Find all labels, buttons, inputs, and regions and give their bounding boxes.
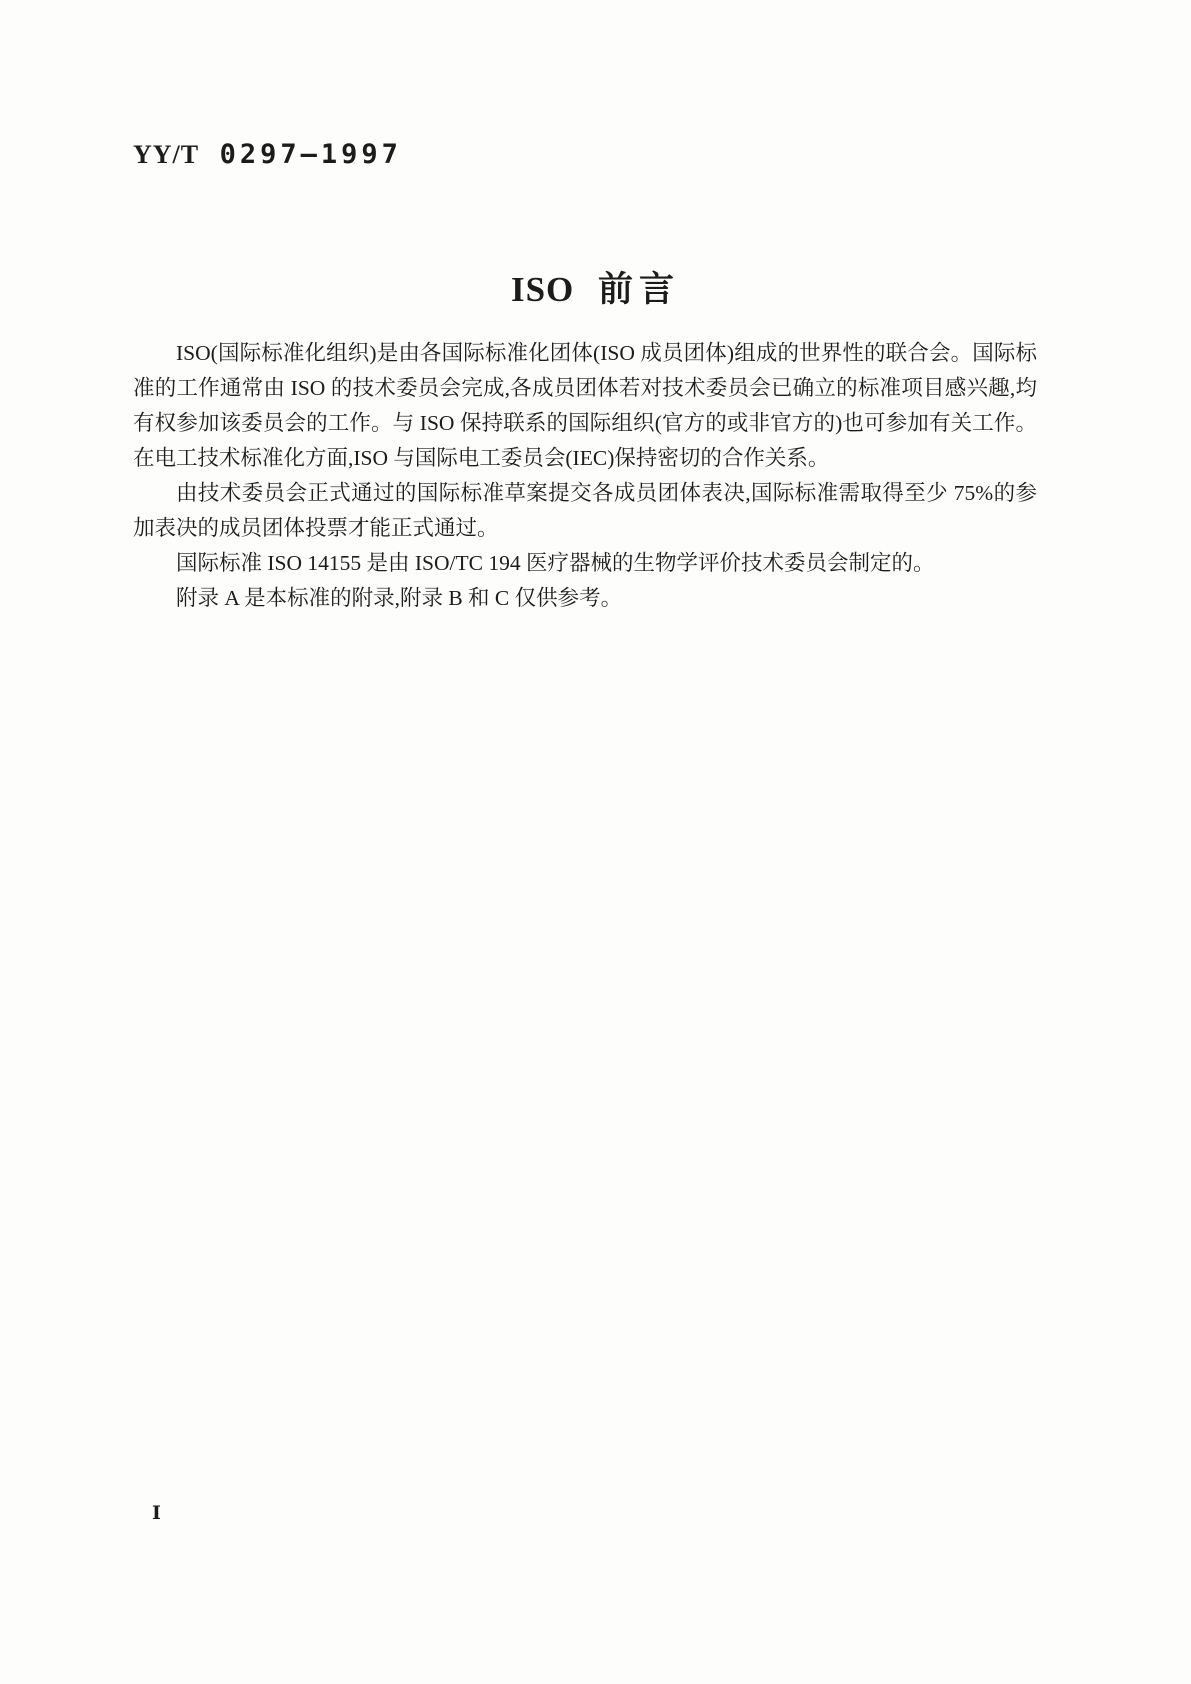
foreword-paragraph-3: 国际标准 ISO 14155 是由 ISO/TC 194 医疗器械的生物学评价技术委员会制定的。 bbox=[176, 551, 935, 575]
foreword-paragraph-1: ISO(国际标准化组织)是由各国际标准化团体(ISO 成员团体)组成的世界性的联合会。国际标准的工作通常由 ISO 的技术委员会完成,各成员团体若对技术委员会已确立的标准项目感兴趣,均有权参加该委员会的工作。与 ISO 保持联系的国际组织(官方的或非官方的)也可参加有关工作。在电工技术标准化方面,ISO 与国际电工委员会(IEC)保持密切的合作关系。 bbox=[133, 341, 1037, 470]
standard-number-code: 0297—1997 bbox=[219, 139, 402, 170]
page-title-latin: ISO bbox=[510, 270, 575, 309]
foreword-paragraph-2: 由技术委员会正式通过的国际标准草案提交各成员团体表决,国际标准需取得至少 75%的参加表决的成员团体投票才能正式通过。 bbox=[133, 481, 1037, 540]
foreword-paragraph-4: 附录 A 是本标准的附录,附录 B 和 C 仅供参考。 bbox=[176, 586, 623, 610]
standard-number-prefix: YY/T bbox=[133, 140, 200, 169]
page-number: Ⅰ bbox=[152, 1503, 161, 1524]
page-title bbox=[0, 262, 1191, 312]
foreword-body bbox=[133, 336, 1037, 616]
standard-number bbox=[133, 139, 402, 170]
page-title-cn: 前言 bbox=[598, 270, 681, 309]
